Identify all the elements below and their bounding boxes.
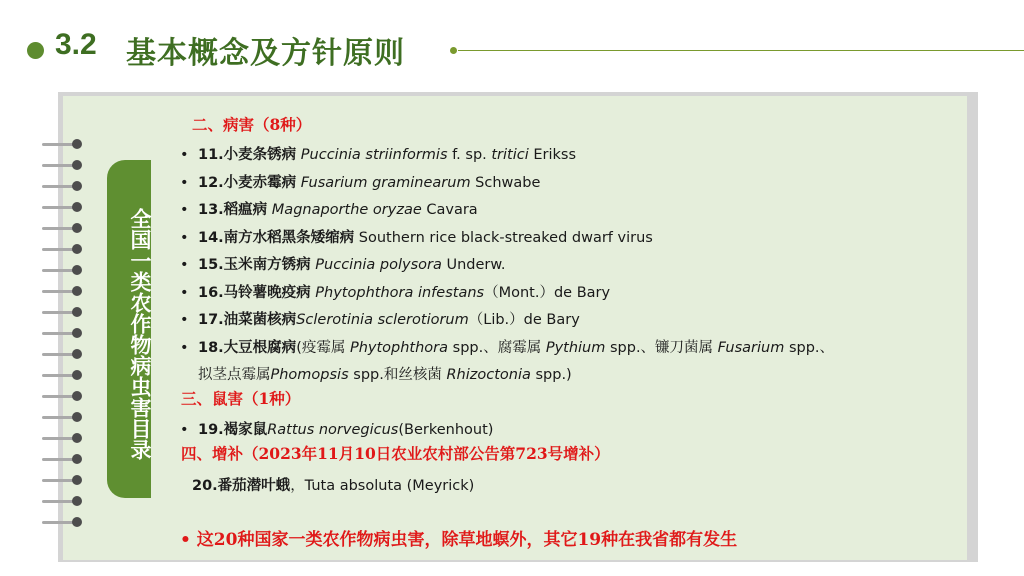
item-author: Erikss [528, 147, 577, 163]
spiral-ring [42, 495, 88, 507]
item-latin: Magnaporthe oryzae [271, 202, 422, 218]
item-text: spp.和丝核菌 [348, 367, 447, 383]
spiral-ring [42, 159, 88, 171]
item-author: （Mont.）de Bary [484, 285, 611, 301]
header-line-dot [450, 47, 457, 54]
spiral-ring [42, 474, 88, 486]
bullet: • [180, 285, 189, 301]
spiral-ring [42, 285, 88, 297]
spiral-binding [42, 138, 88, 540]
item-author: Southern rice black-streaked dwarf virus [354, 230, 653, 246]
spiral-ring [42, 411, 88, 423]
item-latin: Pythium [545, 340, 606, 356]
list-item [180, 253, 506, 274]
item-name: 13.稻瘟病 [198, 202, 268, 218]
bullet: • [180, 312, 189, 328]
item-text: spp.、腐霉属 [448, 340, 546, 356]
item-author: Schwabe [470, 175, 541, 191]
catalog-tab [107, 160, 151, 498]
spiral-ring [42, 264, 88, 276]
spiral-ring [42, 432, 88, 444]
spiral-ring [42, 222, 88, 234]
title-bullet-dot [27, 42, 44, 59]
list-item [180, 281, 610, 302]
spiral-ring [42, 327, 88, 339]
spiral-ring [42, 243, 88, 255]
item-author: Cavara [421, 202, 478, 218]
spiral-ring [42, 516, 88, 528]
spiral-ring [42, 369, 88, 381]
bullet: • [180, 257, 189, 273]
list-item [180, 418, 493, 439]
bullet: • [180, 230, 189, 246]
item-text: spp.、 [784, 340, 835, 356]
list-item [180, 143, 576, 164]
item-name: 12.小麦赤霉病 [198, 175, 297, 191]
spiral-ring [42, 201, 88, 213]
item-text: 拟茎点霉属 [198, 367, 271, 383]
bullet: • [180, 202, 189, 218]
spiral-ring [42, 306, 88, 318]
item-name: 15.玉米南方锈病 [198, 257, 311, 273]
bullet: • [180, 340, 189, 356]
item-latin: Phytophthora infestans [315, 285, 485, 301]
item-latin: Puccinia striinformis [300, 147, 448, 163]
item-sep: f. sp. [447, 147, 492, 163]
item-text: spp.、镰刀菌属 [605, 340, 718, 356]
item-name: 11.小麦条锈病 [198, 147, 297, 163]
section-supplement-heading: 四、增补（2023年11月10日农业农村部公告第723号增补） [181, 444, 610, 463]
item-name: 14.南方水稻黑条矮缩病 [198, 230, 355, 246]
spiral-ring [42, 138, 88, 150]
catalog-tab-label: 全国一类农作物病虫害目录 [128, 208, 152, 460]
item-author: ，Tuta absoluta (Meyrick) [290, 478, 475, 494]
list-item [180, 171, 540, 192]
list-item-continuation [198, 363, 572, 384]
item-latin-2: tritici [491, 147, 529, 163]
bullet: • [180, 147, 189, 163]
list-item [180, 226, 653, 247]
list-item [192, 474, 474, 495]
item-name: 20.番茄潜叶蛾 [192, 478, 291, 494]
item-author: (Berkenhout) [398, 422, 494, 438]
item-latin: Sclerotinia sclerotiorum [296, 312, 469, 328]
item-latin: Rhizoctonia [446, 367, 531, 383]
item-text: spp.) [530, 367, 572, 383]
item-name: 17.油菜菌核病 [198, 312, 297, 328]
item-latin: Fusarium [717, 340, 785, 356]
spiral-ring [42, 453, 88, 465]
section-disease-heading: 二、病害（8种） [192, 115, 312, 134]
item-author: （Lib.）de Bary [468, 312, 580, 328]
list-item [180, 336, 834, 357]
spiral-ring [42, 390, 88, 402]
summary-note: • 这20种国家一类农作物病虫害，除草地螟外，其它19种在我省都有发生 [180, 530, 738, 550]
section-rodent-heading: 三、鼠害（1种） [181, 389, 301, 408]
item-latin: Fusarium graminearum [300, 175, 471, 191]
item-name: 16.马铃薯晚疫病 [198, 285, 311, 301]
item-name: 18.大豆根腐病 [198, 340, 297, 356]
list-item [180, 198, 478, 219]
item-name: 19.褐家鼠 [198, 422, 268, 438]
spiral-ring [42, 348, 88, 360]
list-item [180, 308, 580, 329]
item-latin: Phomopsis [270, 367, 349, 383]
spiral-ring [42, 180, 88, 192]
item-author: Underw. [441, 257, 506, 273]
item-latin: Puccinia polysora [315, 257, 442, 273]
bullet: • [180, 422, 189, 438]
bullet: • [180, 175, 189, 191]
header-divider-line [458, 50, 1024, 51]
page-title: 基本概念及方针原则 [126, 36, 405, 71]
section-number: 3.2 [55, 28, 97, 61]
item-latin: Rattus norvegicus [267, 422, 399, 438]
item-text: (疫霉属 [296, 340, 350, 356]
item-latin: Phytophthora [349, 340, 449, 356]
